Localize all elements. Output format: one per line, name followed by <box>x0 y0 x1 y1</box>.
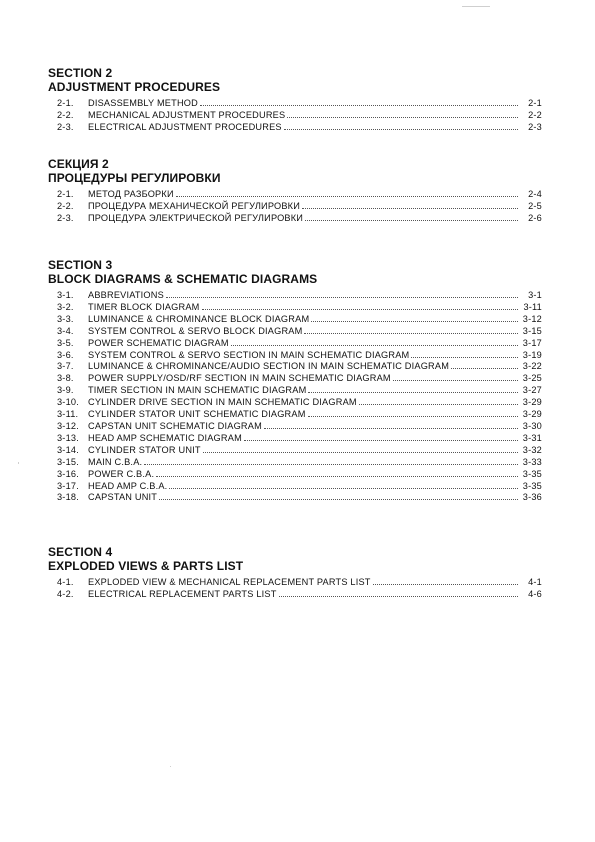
toc-section <box>48 545 542 601</box>
entry-title: CYLINDER DRIVE SECTION IN MAIN SCHEMATIC DIAGRAM <box>88 397 357 408</box>
scan-speck <box>18 462 19 464</box>
dot-leader <box>373 583 518 585</box>
toc-entry <box>48 421 542 433</box>
entry-number: 3-5. <box>57 337 74 348</box>
dot-leader <box>169 487 518 489</box>
entry-number: 2-1. <box>57 98 74 108</box>
dot-leader <box>176 195 518 197</box>
entry-title: POWER SCHEMATIC DIAGRAM <box>88 337 229 348</box>
dot-leader <box>305 219 518 221</box>
entry-title: МЕТОД РАЗБОРКИ <box>88 189 174 199</box>
entry-number: 3-13. <box>57 432 79 443</box>
entry-page-number: 3-29 <box>522 409 542 420</box>
entry-title: TIMER BLOCK DIAGRAM <box>88 301 200 312</box>
scan-speck <box>170 766 171 767</box>
entry-number: 2-1. <box>57 189 74 199</box>
entry-title: SYSTEM CONTROL & SERVO SECTION IN MAIN SCHEMATIC DIAGRAM <box>88 349 410 360</box>
toc-entry <box>48 189 542 201</box>
entry-page-number: 3-15 <box>522 325 542 336</box>
entry-title: TIMER SECTION IN MAIN SCHEMATIC DIAGRAM <box>88 385 307 396</box>
entry-page-number: 3-22 <box>522 361 542 372</box>
toc-entry <box>48 201 542 213</box>
entry-number: 3-1. <box>57 290 74 300</box>
entry-title: CYLINDER STATOR UNIT <box>88 444 201 455</box>
toc-entry <box>48 397 542 409</box>
toc-entries <box>48 189 542 225</box>
dot-leader <box>264 427 518 429</box>
toc-section <box>48 66 542 134</box>
entry-number: 4-2. <box>57 588 74 599</box>
toc-entry <box>48 326 542 338</box>
dot-leader <box>244 439 518 441</box>
dot-leader <box>393 379 518 381</box>
toc-entries <box>48 290 542 504</box>
section-number: SECTION 4 <box>48 545 113 559</box>
entry-title: POWER SUPPLY/OSD/RF SECTION IN MAIN SCHEMATIC DIAGRAM <box>88 373 391 384</box>
toc-entry <box>48 350 542 362</box>
entry-title: ELECTRICAL ADJUSTMENT PROCEDURES <box>88 121 282 132</box>
entry-title: ПРОЦЕДУРА МЕХАНИЧЕСКОЙ РЕГУЛИРОВКИ <box>88 200 301 211</box>
entry-page-number: 3-33 <box>522 456 542 467</box>
dot-leader <box>159 498 518 500</box>
entry-title: MECHANICAL ADJUSTMENT PROCEDURES <box>88 109 286 120</box>
entry-number: 3-11. <box>57 409 79 420</box>
dot-leader <box>156 475 518 477</box>
section-title: BLOCK DIAGRAMS & SCHEMATIC DIAGRAMS <box>48 272 318 286</box>
entry-title: SYSTEM CONTROL & SERVO BLOCK DIAGRAM <box>88 325 303 336</box>
entry-page-number: 3-35 <box>522 468 542 479</box>
toc-entry <box>48 409 542 421</box>
toc-entry <box>48 213 542 225</box>
dot-leader <box>287 116 518 118</box>
entry-number: 3-9. <box>57 385 74 396</box>
toc-entry <box>48 373 542 385</box>
entry-number: 2-2. <box>57 200 74 211</box>
entry-page-number: 3-32 <box>522 444 542 455</box>
entry-title: LUMINANCE & CHROMINANCE BLOCK DIAGRAM <box>88 313 310 324</box>
dot-leader <box>411 356 518 358</box>
entry-page-number: 3-11 <box>523 301 542 312</box>
dot-leader <box>308 391 518 393</box>
entry-page-number: 3-35 <box>522 480 542 491</box>
entry-title: LUMINANCE & CHROMINANCE/AUDIO SECTION IN MAIN SCHEMATIC DIAGRAM <box>88 361 450 372</box>
section-title: ПРОЦЕДУРЫ РЕГУЛИРОВКИ <box>48 171 221 185</box>
toc-entry <box>48 110 542 122</box>
entry-page-number: 3-27 <box>522 385 542 396</box>
entry-number: 2-2. <box>57 109 74 120</box>
toc-section <box>48 157 542 225</box>
toc-entry <box>48 122 542 134</box>
toc-entry <box>48 445 542 457</box>
entry-page-number: 3-29 <box>522 397 542 408</box>
entry-title: MAIN C.B.A. <box>88 456 143 467</box>
entry-page-number: 2-6 <box>528 212 542 223</box>
toc-entry <box>48 492 542 504</box>
toc-entries <box>48 98 542 134</box>
entry-number: 3-16. <box>57 468 79 479</box>
entry-title: ПРОЦЕДУРА ЭЛЕКТРИЧЕСКОЙ РЕГУЛИРОВКИ <box>88 212 304 223</box>
dot-leader <box>231 344 518 346</box>
entry-number: 3-6. <box>57 349 74 360</box>
entry-title: CAPSTAN UNIT SCHEMATIC DIAGRAM <box>88 420 262 431</box>
entry-title: CAPSTAN UNIT <box>88 492 158 503</box>
dot-leader <box>359 403 518 405</box>
entry-number: 3-12. <box>57 420 79 431</box>
entry-page-number: 3-30 <box>522 420 542 431</box>
dot-leader <box>308 415 518 417</box>
dot-leader <box>284 128 518 130</box>
entry-page-number: 3-36 <box>522 492 542 503</box>
toc-section <box>48 258 542 504</box>
entry-title: POWER C.B.A. <box>88 468 155 479</box>
toc-entry <box>48 469 542 481</box>
entry-page-number: 3-1 <box>528 290 542 300</box>
dot-leader <box>144 463 518 465</box>
entry-page-number: 4-6 <box>528 588 542 599</box>
entry-number: 4-1. <box>57 577 74 587</box>
entry-number: 3-4. <box>57 325 74 336</box>
toc-entry <box>48 457 542 469</box>
entry-number: 3-8. <box>57 373 74 384</box>
dot-leader <box>279 595 518 597</box>
entry-number: 2-3. <box>57 121 74 132</box>
toc-entry <box>48 98 542 110</box>
dot-leader <box>203 451 518 453</box>
entry-page-number: 2-4 <box>528 189 542 199</box>
toc-entry <box>48 338 542 350</box>
toc-entry <box>48 290 542 302</box>
entry-page-number: 2-2 <box>528 109 542 120</box>
dot-leader <box>302 207 518 209</box>
entry-number: 3-15. <box>57 456 79 467</box>
dot-leader <box>202 308 518 310</box>
entry-page-number: 3-25 <box>522 373 542 384</box>
entry-number: 3-7. <box>57 361 74 372</box>
entry-number: 3-2. <box>57 301 74 312</box>
entry-page-number: 4-1 <box>528 577 542 587</box>
entry-page-number: 2-3 <box>528 121 542 132</box>
section-title: EXPLODED VIEWS & PARTS LIST <box>48 559 244 573</box>
toc-entry <box>48 589 542 601</box>
entry-title: ELECTRICAL REPLACEMENT PARTS LIST <box>88 588 277 599</box>
toc-entry <box>48 302 542 314</box>
entry-page-number: 3-17 <box>522 337 542 348</box>
entry-number: 2-3. <box>57 212 74 223</box>
section-number: SECTION 3 <box>48 258 113 272</box>
entry-page-number: 2-1 <box>528 98 542 108</box>
entry-page-number: 3-12 <box>522 313 542 324</box>
entry-title: HEAD AMP SCHEMATIC DIAGRAM <box>88 432 242 443</box>
dot-leader <box>304 332 518 334</box>
toc-entry <box>48 385 542 397</box>
entry-title: ABBREVIATIONS <box>88 290 164 300</box>
toc-entry <box>48 433 542 445</box>
section-number: СЕКЦИЯ 2 <box>48 157 109 171</box>
entry-page-number: 2-5 <box>528 200 542 211</box>
entry-title: HEAD AMP C.B.A. <box>88 480 168 491</box>
entry-title: EXPLODED VIEW & MECHANICAL REPLACEMENT PARTS LIST <box>88 577 371 587</box>
entry-page-number: 3-31 <box>522 432 542 443</box>
section-number: SECTION 2 <box>48 66 113 80</box>
entry-number: 3-3. <box>57 313 74 324</box>
section-title: ADJUSTMENT PROCEDURES <box>48 80 221 94</box>
dot-leader <box>166 296 518 298</box>
dot-leader <box>200 104 518 106</box>
toc-entry <box>48 481 542 493</box>
toc-entry <box>48 577 542 589</box>
dot-leader <box>451 367 518 369</box>
entry-title: DISASSEMBLY METHOD <box>88 98 198 108</box>
dot-leader <box>311 320 518 322</box>
toc-entry <box>48 361 542 373</box>
entry-page-number: 3-19 <box>522 349 542 360</box>
entry-number: 3-14. <box>57 444 79 455</box>
entry-number: 3-17. <box>57 480 79 491</box>
scan-speck <box>462 6 490 7</box>
toc-entries <box>48 577 542 601</box>
toc-entry <box>48 314 542 326</box>
entry-number: 3-18. <box>57 492 79 503</box>
entry-number: 3-10. <box>57 397 79 408</box>
entry-title: CYLINDER STATOR UNIT SCHEMATIC DIAGRAM <box>88 409 306 420</box>
